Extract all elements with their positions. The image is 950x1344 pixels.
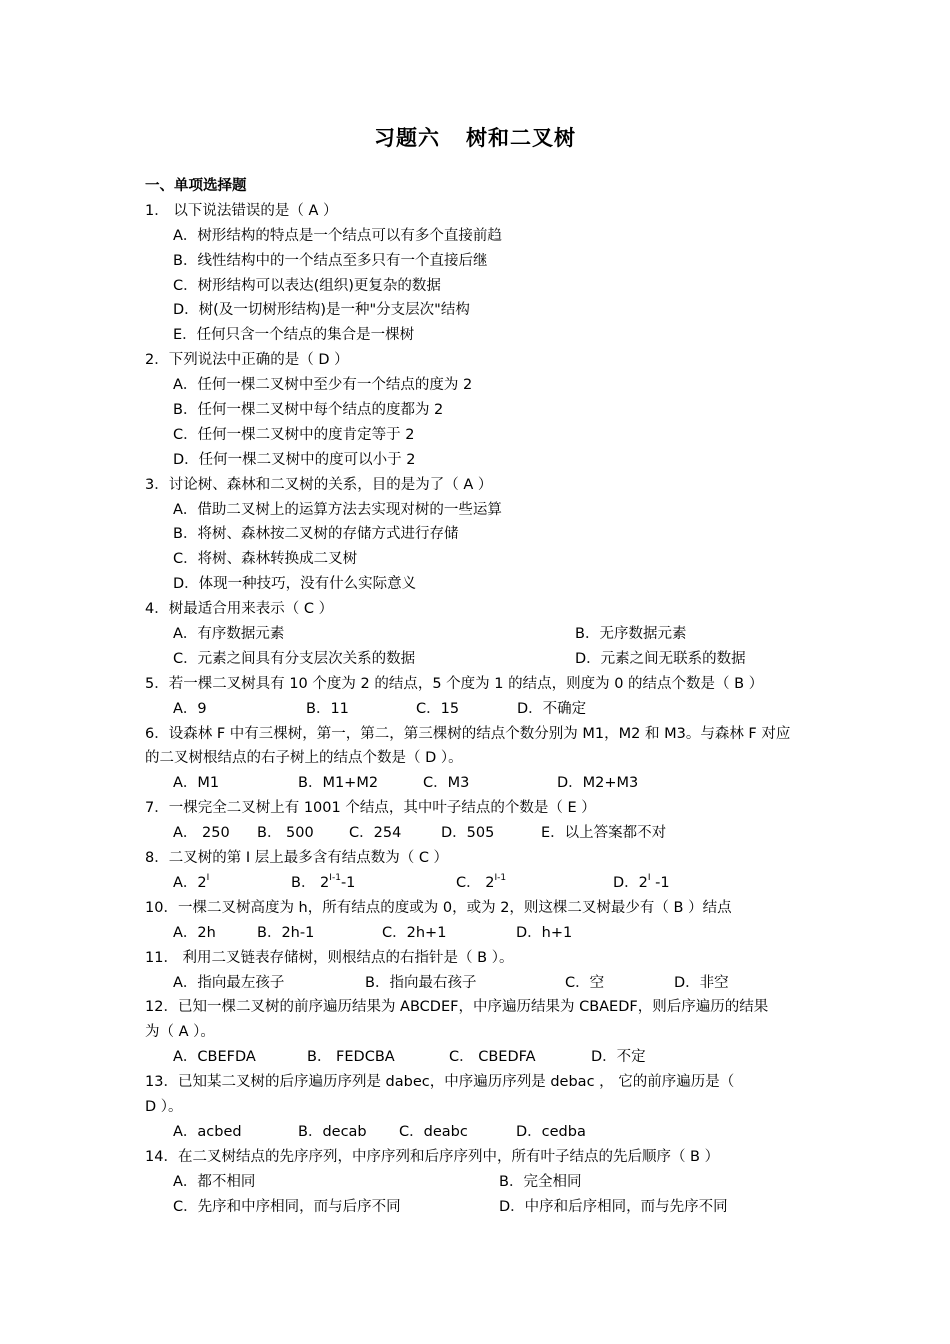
question-1-option-d: D．树(及一切树形结构)是一种"分支层次"结构 (173, 302, 470, 319)
question-3-stem: 3．讨论树、森林和二叉树的关系，目的是为了（ A ） (145, 476, 493, 493)
question-5-option-b: B．11 (306, 700, 349, 717)
question-3-option-b: B．将树、森林按二叉树的存储方式进行存储 (173, 526, 459, 543)
question-8-option-c: C． $2^{I-1}$ (456, 873, 507, 891)
question-5-options (145, 697, 815, 722)
question-8-option-a: A．$2^I$ (173, 873, 210, 891)
question-5-option-a: A．9 (173, 700, 207, 717)
question-3-option-d: D．体现一种技巧，没有什么实际意义 (173, 576, 417, 593)
question-8-option-b: B． $2^{I-1}-1$ (291, 873, 356, 891)
question-1-option-e: E．任何只含一个结点的集合是一棵树 (173, 327, 415, 344)
question-4-option-c: C．元素之间具有分支层次关系的数据 (173, 650, 416, 667)
question-10-option-a: A．2h (173, 924, 216, 941)
question-14-option-b: B．完全相同 (499, 1173, 582, 1190)
question-4-row-2 (145, 647, 815, 672)
question-11-option-b: B．指向最右孩子 (365, 974, 477, 991)
question-list (145, 174, 815, 1219)
question-12-option-a: A．CBEFDA (173, 1049, 256, 1066)
question-6-option-d: D．M2+M3 (557, 775, 639, 792)
question-10-option-c: C．2h+1 (382, 924, 447, 941)
question-13-option-a: A．acbed (173, 1123, 242, 1140)
question-3-option-c: C．将树、森林转换成二叉树 (173, 551, 358, 568)
question-10-options (145, 921, 815, 946)
question-6-option-c: C．M3 (423, 775, 470, 792)
question-11-options (145, 971, 815, 996)
question-6-option-b: B．M1+M2 (298, 775, 379, 792)
question-8-options (145, 871, 815, 896)
section-heading: 一、单项选择题 (145, 178, 247, 194)
question-7-option-d: D．505 (441, 825, 495, 842)
question-13-stem-cont: D ）。 (145, 1098, 183, 1115)
question-14-option-c: C．先序和中序相同，而与后序不同 (173, 1198, 401, 1215)
question-2-option-d: D．任何一棵二叉树中的度可以小于 2 (173, 451, 416, 468)
question-5-option-d: D．不确定 (517, 700, 587, 717)
question-2-option-a: A．任何一棵二叉树中至少有一个结点的度为 2 (173, 377, 473, 394)
question-13-stem: 13．已知某二叉树的后序遍历序列是 dabec，中序遍历序列是 debac ， 它的前序遍历是（ (145, 1074, 735, 1091)
question-12-option-c: C． CBEDFA (449, 1049, 536, 1066)
question-14-row-2 (145, 1195, 815, 1220)
question-13-option-d: D．cedba (516, 1123, 586, 1140)
question-4-option-b: B．无序数据元素 (575, 626, 687, 643)
question-12-options (145, 1045, 815, 1070)
question-10-option-b: B．2h-1 (257, 924, 315, 941)
question-11-option-d: D．非空 (674, 974, 729, 991)
question-5-stem: 5．若一棵二叉树具有 10 个度为 2 的结点，5 个度为 1 的结点，则度为 0 的结点个数是（ B ） (145, 675, 764, 692)
page-title (0, 122, 950, 152)
question-11-option-c: C．空 (565, 974, 605, 991)
question-2-option-b: B．任何一棵二叉树中每个结点的度都为 2 (173, 402, 444, 419)
question-1-stem: 1． 以下说法错误的是（ A ） (145, 202, 338, 219)
question-8-option-d: D．$2^I$ -1 (613, 873, 670, 891)
question-13-option-b: B．decab (298, 1123, 367, 1140)
question-12-stem-cont: 为（ A ）。 (145, 1024, 215, 1041)
question-4-option-d: D．元素之间无联系的数据 (575, 650, 746, 667)
question-12-stem: 12．已知一棵二叉树的前序遍历结果为 ABCDEF，中序遍历结果为 CBAEDF，则后序遍历的结果 (145, 999, 769, 1016)
question-7-stem: 7．一棵完全二叉树上有 1001 个结点，其中叶子结点的个数是（ E ） (145, 800, 596, 817)
question-7-option-b: B． 500 (257, 825, 314, 842)
question-8-stem: 8．二叉树的第 I 层上最多含有结点数为（ C ） (145, 850, 449, 867)
question-10-option-d: D．h+1 (516, 924, 573, 941)
question-14-stem: 14．在二叉树结点的先序序列，中序序列和后序序列中，所有叶子结点的先后顺序（ B ） (145, 1148, 720, 1165)
question-4-option-a: A．有序数据元素 (173, 626, 285, 643)
question-4-stem: 4．树最适合用来表示（ C ） (145, 601, 334, 618)
question-6-options (145, 771, 815, 796)
question-6-stem-cont: 的二叉树根结点的右子树上的结点个数是（ D ）。 (145, 750, 463, 767)
question-3-option-a: A．借助二叉树上的运算方法去实现对树的一些运算 (173, 501, 502, 518)
question-13-options (145, 1120, 815, 1145)
question-2-stem: 2．下列说法中正确的是（ D ） (145, 352, 349, 369)
question-11-option-a: A．指向最左孩子 (173, 974, 285, 991)
question-4-row-1 (145, 622, 815, 647)
question-1-option-b: B．线性结构中的一个结点至多只有一个直接后继 (173, 252, 488, 269)
question-14-option-a: A．都不相同 (173, 1173, 256, 1190)
question-14-row-1 (145, 1170, 815, 1195)
question-13-option-c: C．deabc (399, 1123, 468, 1140)
question-7-options (145, 821, 815, 846)
question-12-option-b: B． FEDCBA (307, 1049, 395, 1066)
question-2-option-c: C．任何一棵二叉树中的度肯定等于 2 (173, 426, 415, 443)
question-14-option-d: D．中序和后序相同，而与先序不同 (499, 1198, 728, 1215)
title-part-1: 习题六 (374, 126, 440, 150)
question-1-option-c: C．树形结构可以表达(组织)更复杂的数据 (173, 277, 441, 294)
question-7-option-c: C．254 (349, 825, 402, 842)
question-6-stem: 6．设森林 F 中有三棵树，第一，第二，第三棵树的结点个数分别为 M1，M2 和 M3。与森林 F 对应 (145, 725, 791, 742)
title-part-2: 树和二叉树 (466, 126, 576, 150)
question-6-option-a: A．M1 (173, 775, 220, 792)
question-10-stem: 10．一棵二叉树高度为 h，所有结点的度或为 0，或为 2，则这棵二叉树最少有（ B ）结点 (145, 899, 732, 916)
question-5-option-c: C．15 (416, 700, 460, 717)
question-12-option-d: D．不定 (591, 1049, 646, 1066)
question-7-option-e: E．以上答案都不对 (541, 825, 667, 842)
question-11-stem: 11． 利用二叉链表存储树，则根结点的右指针是（ B ）。 (145, 949, 514, 966)
question-1-option-a: A．树形结构的特点是一个结点可以有多个直接前趋 (173, 227, 502, 244)
question-7-option-a: A． 250 (173, 825, 230, 842)
